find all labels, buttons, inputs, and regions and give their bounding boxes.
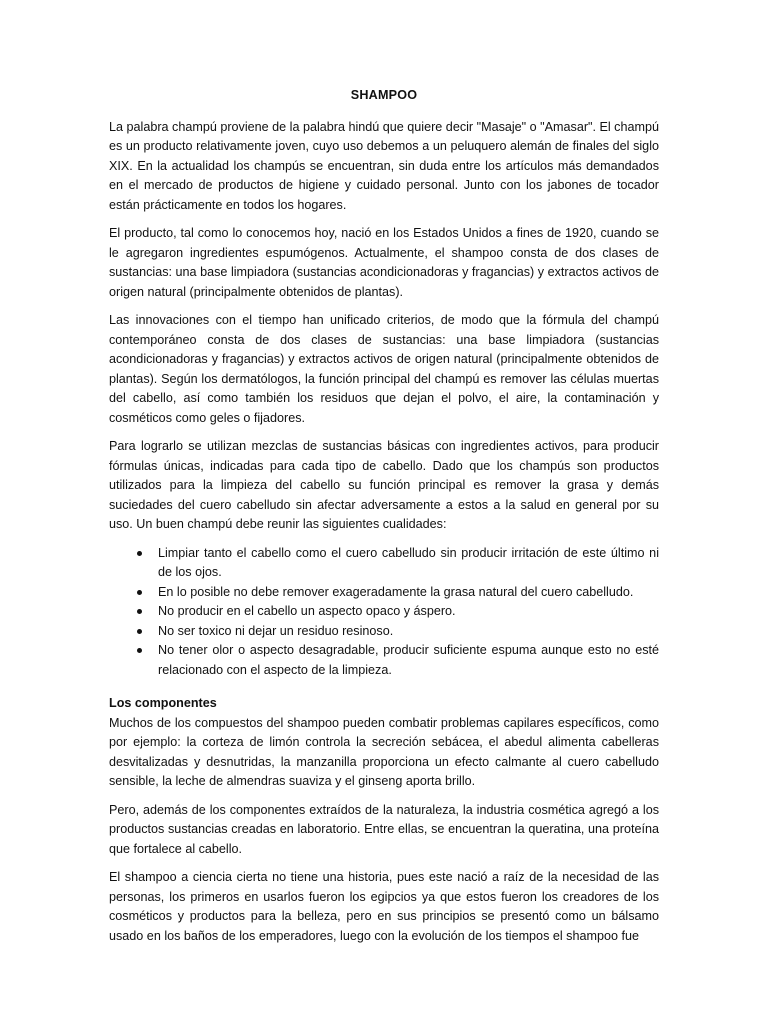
list-item — [137, 641, 659, 680]
document-title: SHAMPOO — [350, 88, 418, 102]
bullet-icon — [137, 590, 142, 595]
list-item — [137, 602, 659, 622]
list-item — [137, 544, 659, 583]
paragraph-qualities-intro: Para lograrlo se utilizan mezclas de sustancias básicas con ingredientes activos, para producir fórmulas únicas, indicadas para cada tipo de cabello. Dado que los champús son productos utilizados para la limpieza del cabello su función principal es remover la grasa y demás suciedades del cuero cabelludo sin afectar adversamente a estos a la salud en general por su uso. Un buen champú debe reunir las siguientes cualidades: — [109, 439, 659, 531]
paragraph-origin: El producto, tal como lo conocemos hoy, nació en los Estados Unidos a fines de 1920, cuando se le agregaron ingredientes espumógenos. Actualmente, el shampoo consta de dos clases de sustancias: una base limpiadora (sustancias acondicionadoras y fragancias) y extractos activos de origen natural (principalmente obtenidos de plantas). — [109, 226, 659, 299]
document-page — [109, 86, 659, 955]
paragraph-innovations: Las innovaciones con el tiempo han unificado criterios, de modo que la fórmula del champú contemporáneo consta de dos clases de sustancias: una base limpiadora (sustancias acondicionadoras y fragancias) y extractos activos de origen natural (principalmente obtenidos de plantas). Según los dermatólogos, la función principal del champú es remover las células muertas del cabello, así como también los residuos que dejan el polvo, el aire, la contaminación y cosméticos como geles o fijadores. — [109, 313, 659, 425]
list-item-text: No producir en el cabello un aspecto opaco y áspero. — [158, 604, 456, 618]
bullet-icon — [137, 629, 142, 634]
qualities-list — [109, 544, 659, 681]
bullet-icon — [137, 648, 142, 653]
paragraph-laboratory: Pero, además de los componentes extraídos de la naturaleza, la industria cosmética agregó a los productos sustancias creadas en laboratorio. Entre ellas, se encuentran la queratina, una proteína que fortalece al cabello. — [109, 802, 659, 856]
bullet-icon — [137, 551, 142, 556]
list-item-text: En lo posible no debe remover exageradamente la grasa natural del cuero cabelludo. — [158, 584, 634, 599]
list-item — [137, 583, 659, 603]
section-heading: Los componentes — [109, 696, 217, 710]
list-item-text: No ser toxico ni dejar un residuo resinoso. — [158, 623, 394, 638]
paragraph-intro: La palabra champú proviene de la palabra hindú que quiere decir "Masaje" o "Amasar". El champú es un producto relativamente joven, cuyo uso debemos a un peluquero alemán de finales del siglo XIX. En la actualidad los champús se encuentran, sin duda entre los artículos más demandados en el mercado de productos de higiene y cuidado personal. Junto con los jabones de tocador están prácticamente en todos los hogares. — [109, 119, 659, 212]
bullet-icon — [137, 609, 142, 614]
list-item-text: No tener olor o aspecto desagradable, producir suficiente espuma aunque esto no esté relacionado con el aspecto de la limpieza. — [158, 643, 659, 677]
list-item — [137, 622, 659, 642]
paragraph-components: Muchos de los compuestos del shampoo pueden combatir problemas capilares específicos, como por ejemplo: la corteza de limón controla la secreción sebácea, el abedul alimenta cabelleras desvitalizadas y desnutridas, la manzanilla proporciona un efecto calmante al cuero cabelludo sensible, la leche de almendras suaviza y el ginseng aporta brillo. — [109, 715, 659, 788]
list-item-text: Limpiar tanto el cabello como el cuero cabelludo sin producir irritación de este último ni de los ojos. — [158, 545, 659, 579]
paragraph-history: El shampoo a ciencia cierta no tiene una historia, pues este nació a raíz de la necesidad de las personas, los primeros en usarlos fueron los egipcios ya que estos fueron los creadores de los cosméticos y productos para la belleza, pero en sus principios se presentó como un bálsamo usado en los baños de los emperadores, luego con la evolución de los tiempos el shampoo fue — [109, 870, 659, 943]
